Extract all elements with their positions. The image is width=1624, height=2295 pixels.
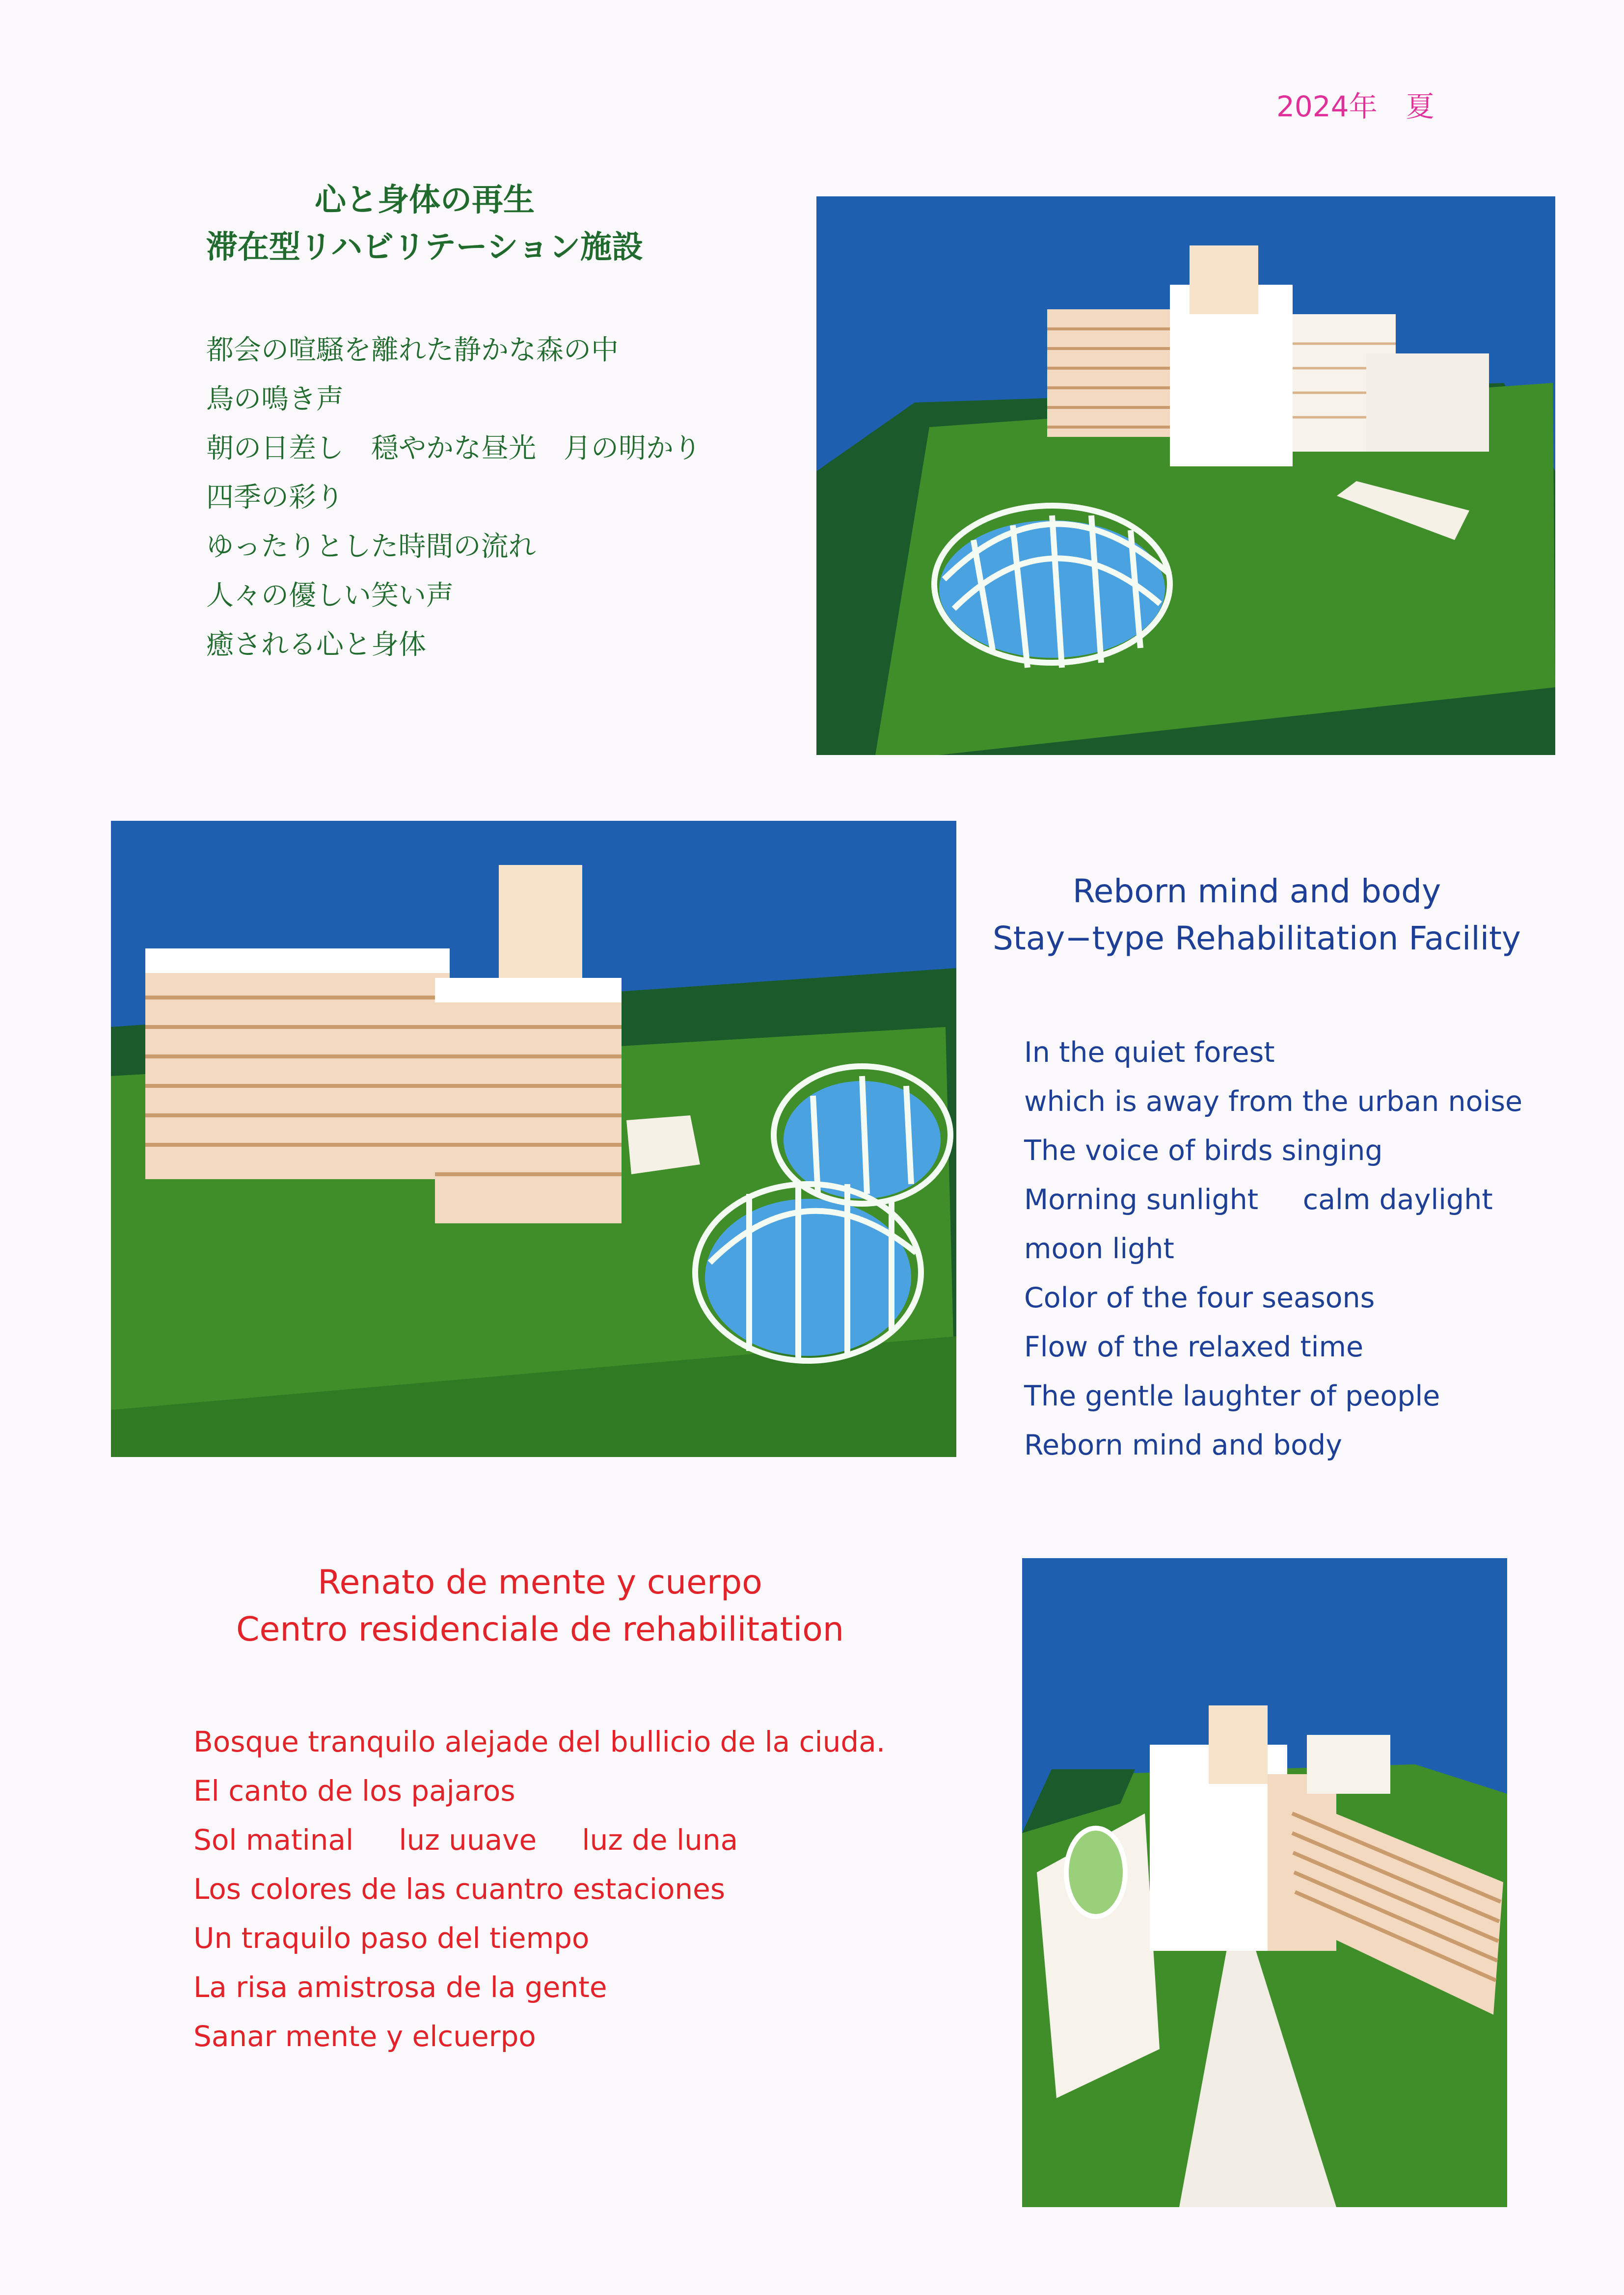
english-poem-line: moon light [1024,1233,1174,1265]
spanish-poem-line: Sanar mente y elcuerpo [193,2020,536,2053]
document-date: 2024年 夏 [1276,90,1435,123]
japanese-poem [206,326,701,670]
model-photo-2 [111,821,956,1457]
japanese-poem-line: 都会の喧騒を離れた静かな森の中 [206,334,619,366]
japanese-poem-line: 四季の彩り [206,482,344,513]
english-poem-line: Flow of the relaxed time [1024,1331,1364,1363]
spanish-poem-line: Los colores de las cuantro estaciones [193,1872,726,1906]
english-poem-line: Morning sunlight calm daylight [1024,1184,1493,1216]
japanese-poem-line: 癒される心と身体 [206,629,426,661]
spanish-title [177,1559,903,1653]
spanish-title-line-1: Renato de mente y cuerpo [318,1563,762,1602]
spanish-title-line-2: Centro residenciale de rehabilitation [236,1610,844,1649]
english-poem-line: which is away from the urban noise [1024,1085,1523,1118]
spanish-poem-line: Bosque tranquilo alejade del bullicio de la ciuda. [193,1725,886,1758]
english-poem [1024,1028,1522,1470]
japanese-title-line-1: 心と身体の再生 [315,182,535,218]
spanish-poem-line: Un traquilo paso del tiempo [193,1921,590,1955]
japanese-title-line-2: 滞在型リハビリテーション施設 [206,229,644,266]
spanish-poem-line: El canto de los pajaros [193,1774,515,1808]
english-poem-line: In the quiet forest [1024,1036,1275,1069]
english-poem-line: Color of the four seasons [1024,1282,1375,1314]
english-poem-line: Reborn mind and body [1024,1429,1342,1461]
english-title [962,868,1551,962]
japanese-title [147,177,702,271]
japanese-poem-line: 人々の優しい笑い声 [206,580,454,612]
english-title-line-1: Reborn mind and body [1072,872,1441,910]
english-poem-line: The gentle laughter of people [1024,1380,1440,1412]
japanese-poem-line: 鳥の鳴き声 [206,383,344,415]
model-photo-1 [816,196,1555,755]
japanese-poem-line: ゆったりとした時間の流れ [206,531,536,563]
spanish-poem-line: La risa amistrosa de la gente [193,1971,607,2004]
japanese-poem-line: 朝の日差し 穏やかな昼光 月の明かり [206,432,701,464]
english-title-line-2: Stay−type Rehabilitation Facility [993,919,1521,957]
english-poem-line: The voice of birds singing [1024,1134,1383,1167]
model-photo-3 [1022,1558,1507,2207]
spanish-poem-line: Sol matinal luz uuave luz de luna [193,1823,738,1857]
spanish-poem [193,1717,885,2061]
